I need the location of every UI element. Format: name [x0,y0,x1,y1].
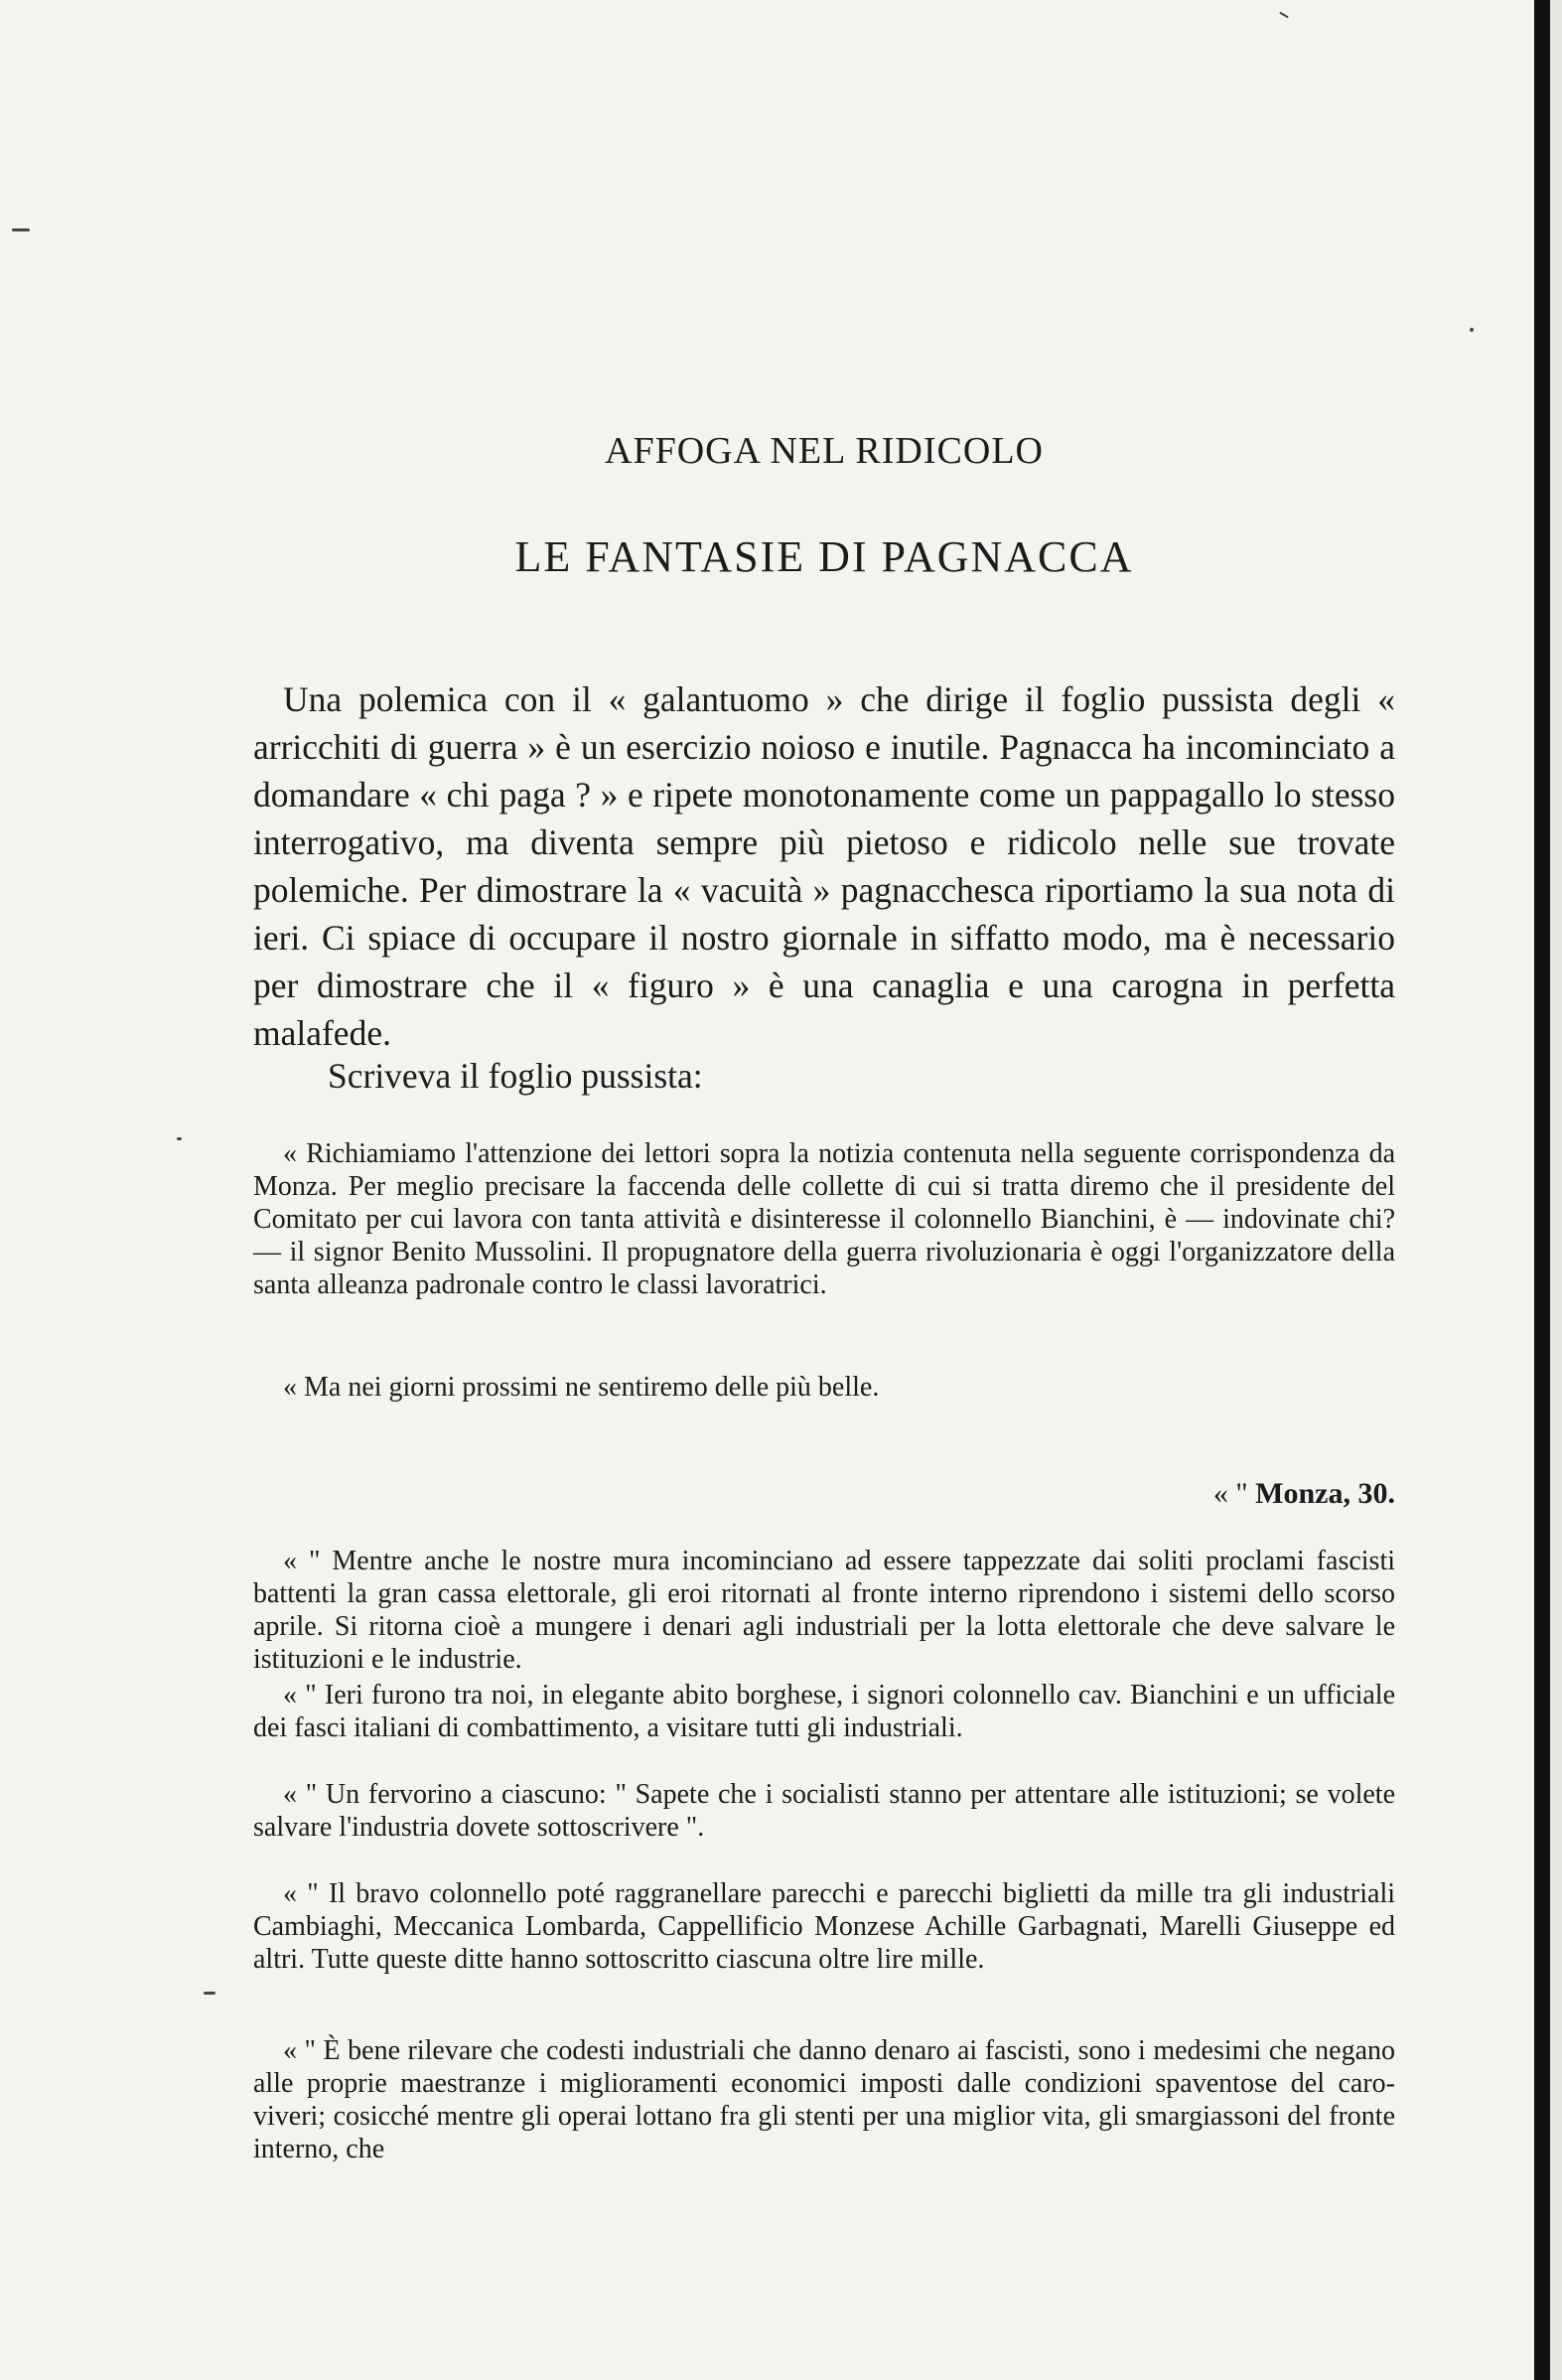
correspondence-paragraph: « " Il bravo colonnello poté raggranellare parecchi e parecchi biglietti da mille tra gli industriali Cambiaghi, Meccanica Lombarda, Cappellificio Monzese Achille Garbagnati, Marelli Giuseppe ed altri. Tutte queste ditte hanno sottoscritto ciascuna oltre lire mille. [253,1878,1395,1975]
lead-line: Scriveva il foglio pussista: [328,1056,703,1096]
dateline [1213,1477,1395,1511]
quoted-note-closing: « Ma nei giorni prossimi ne sentiremo delle più belle. [283,1372,880,1403]
article-title: LE FANTASIE DI PAGNACCA [514,532,1134,581]
correspondence-paragraph: « " Un fervorino a ciascuno: " Sapete che i socialisti stanno per attentare alle istituzioni; se volete salvare l'industria dovete sottoscrivere ". [253,1779,1395,1843]
article-kicker: AFFOGA NEL RIDICOLO [605,430,1044,472]
dateline-quote-mark: « " [1212,1477,1248,1510]
scan-speck [12,228,30,231]
dateline-place: Monza, 30. [1255,1477,1395,1510]
correspondence-paragraph: « " È bene rilevare che codesti industriali che danno denaro ai fascisti, sono i medesimi che negano alle proprie maestranze i miglioramenti economici imposti dalle condizioni spaventose del caro-viveri; cosicché mentre gli operai lottano fra gli stenti per una miglior vita, gli smargiassoni del fronte interno, che [253,2035,1395,2164]
scan-speck [177,1137,182,1140]
binding-shadow [1534,0,1550,2380]
intro-paragraph: Una polemica con il « galantuomo » che dirige il foglio pussista degli « arricchiti di guerra » è un esercizio noioso e inutile. Pagnacca ha incominciato a domandare « chi paga ? » e ripete monotonamente come un pappagallo lo stesso interrogativo, ma diventa sempre più pietoso e ridicolo nelle sue trovate polemiche. Per dimostrare la « vacuità » pagnacchesca riportiamo la sua nota di ieri. Ci spiace di occupare il nostro giornale in siffatto modo, ma è necessario per dimostrare che il « figuro » è una canaglia e una carogna in perfetta malafede. [253,679,1395,1053]
correspondence-paragraph: « " Mentre anche le nostre mura incominciano ad essere tappezzate dai soliti proclami fascisti battenti la gran cassa elettorale, gli eroi ritornati al fronte interno riprendono i sistemi dello scorso aprile. Si ritorna cioè a mungere i denari agli industriali per la lotta elettorale che deve salvare le istituzioni e le industrie. [253,1546,1395,1675]
page-edge [1550,0,1562,2380]
document-page [253,0,1395,2380]
scan-speck [204,1992,215,1995]
correspondence-paragraph: « " Ieri furono tra noi, in elegante abito borghese, i signori colonnello cav. Bianchini e un ufficiale dei fasci italiani di combattimento, a visitare tutti gli industriali. [253,1680,1395,1743]
quoted-note-paragraph: « Richiamiamo l'attenzione dei lettori sopra la notizia contenuta nella seguente corrispondenza da Monza. Per meglio precisare la faccenda delle collette di cui si tratta diremo che il presidente del Comitato per cui lavora con tanta attività e disinteresse il colonnello Bianchini, è — indovinate chi? — il signor Benito Mussolini. Il propugnatore della guerra rivoluzionaria è oggi l'organizzatore della santa alleanza padronale contro le classi lavoratrici. [253,1138,1395,1300]
scan-speck [1470,328,1474,332]
